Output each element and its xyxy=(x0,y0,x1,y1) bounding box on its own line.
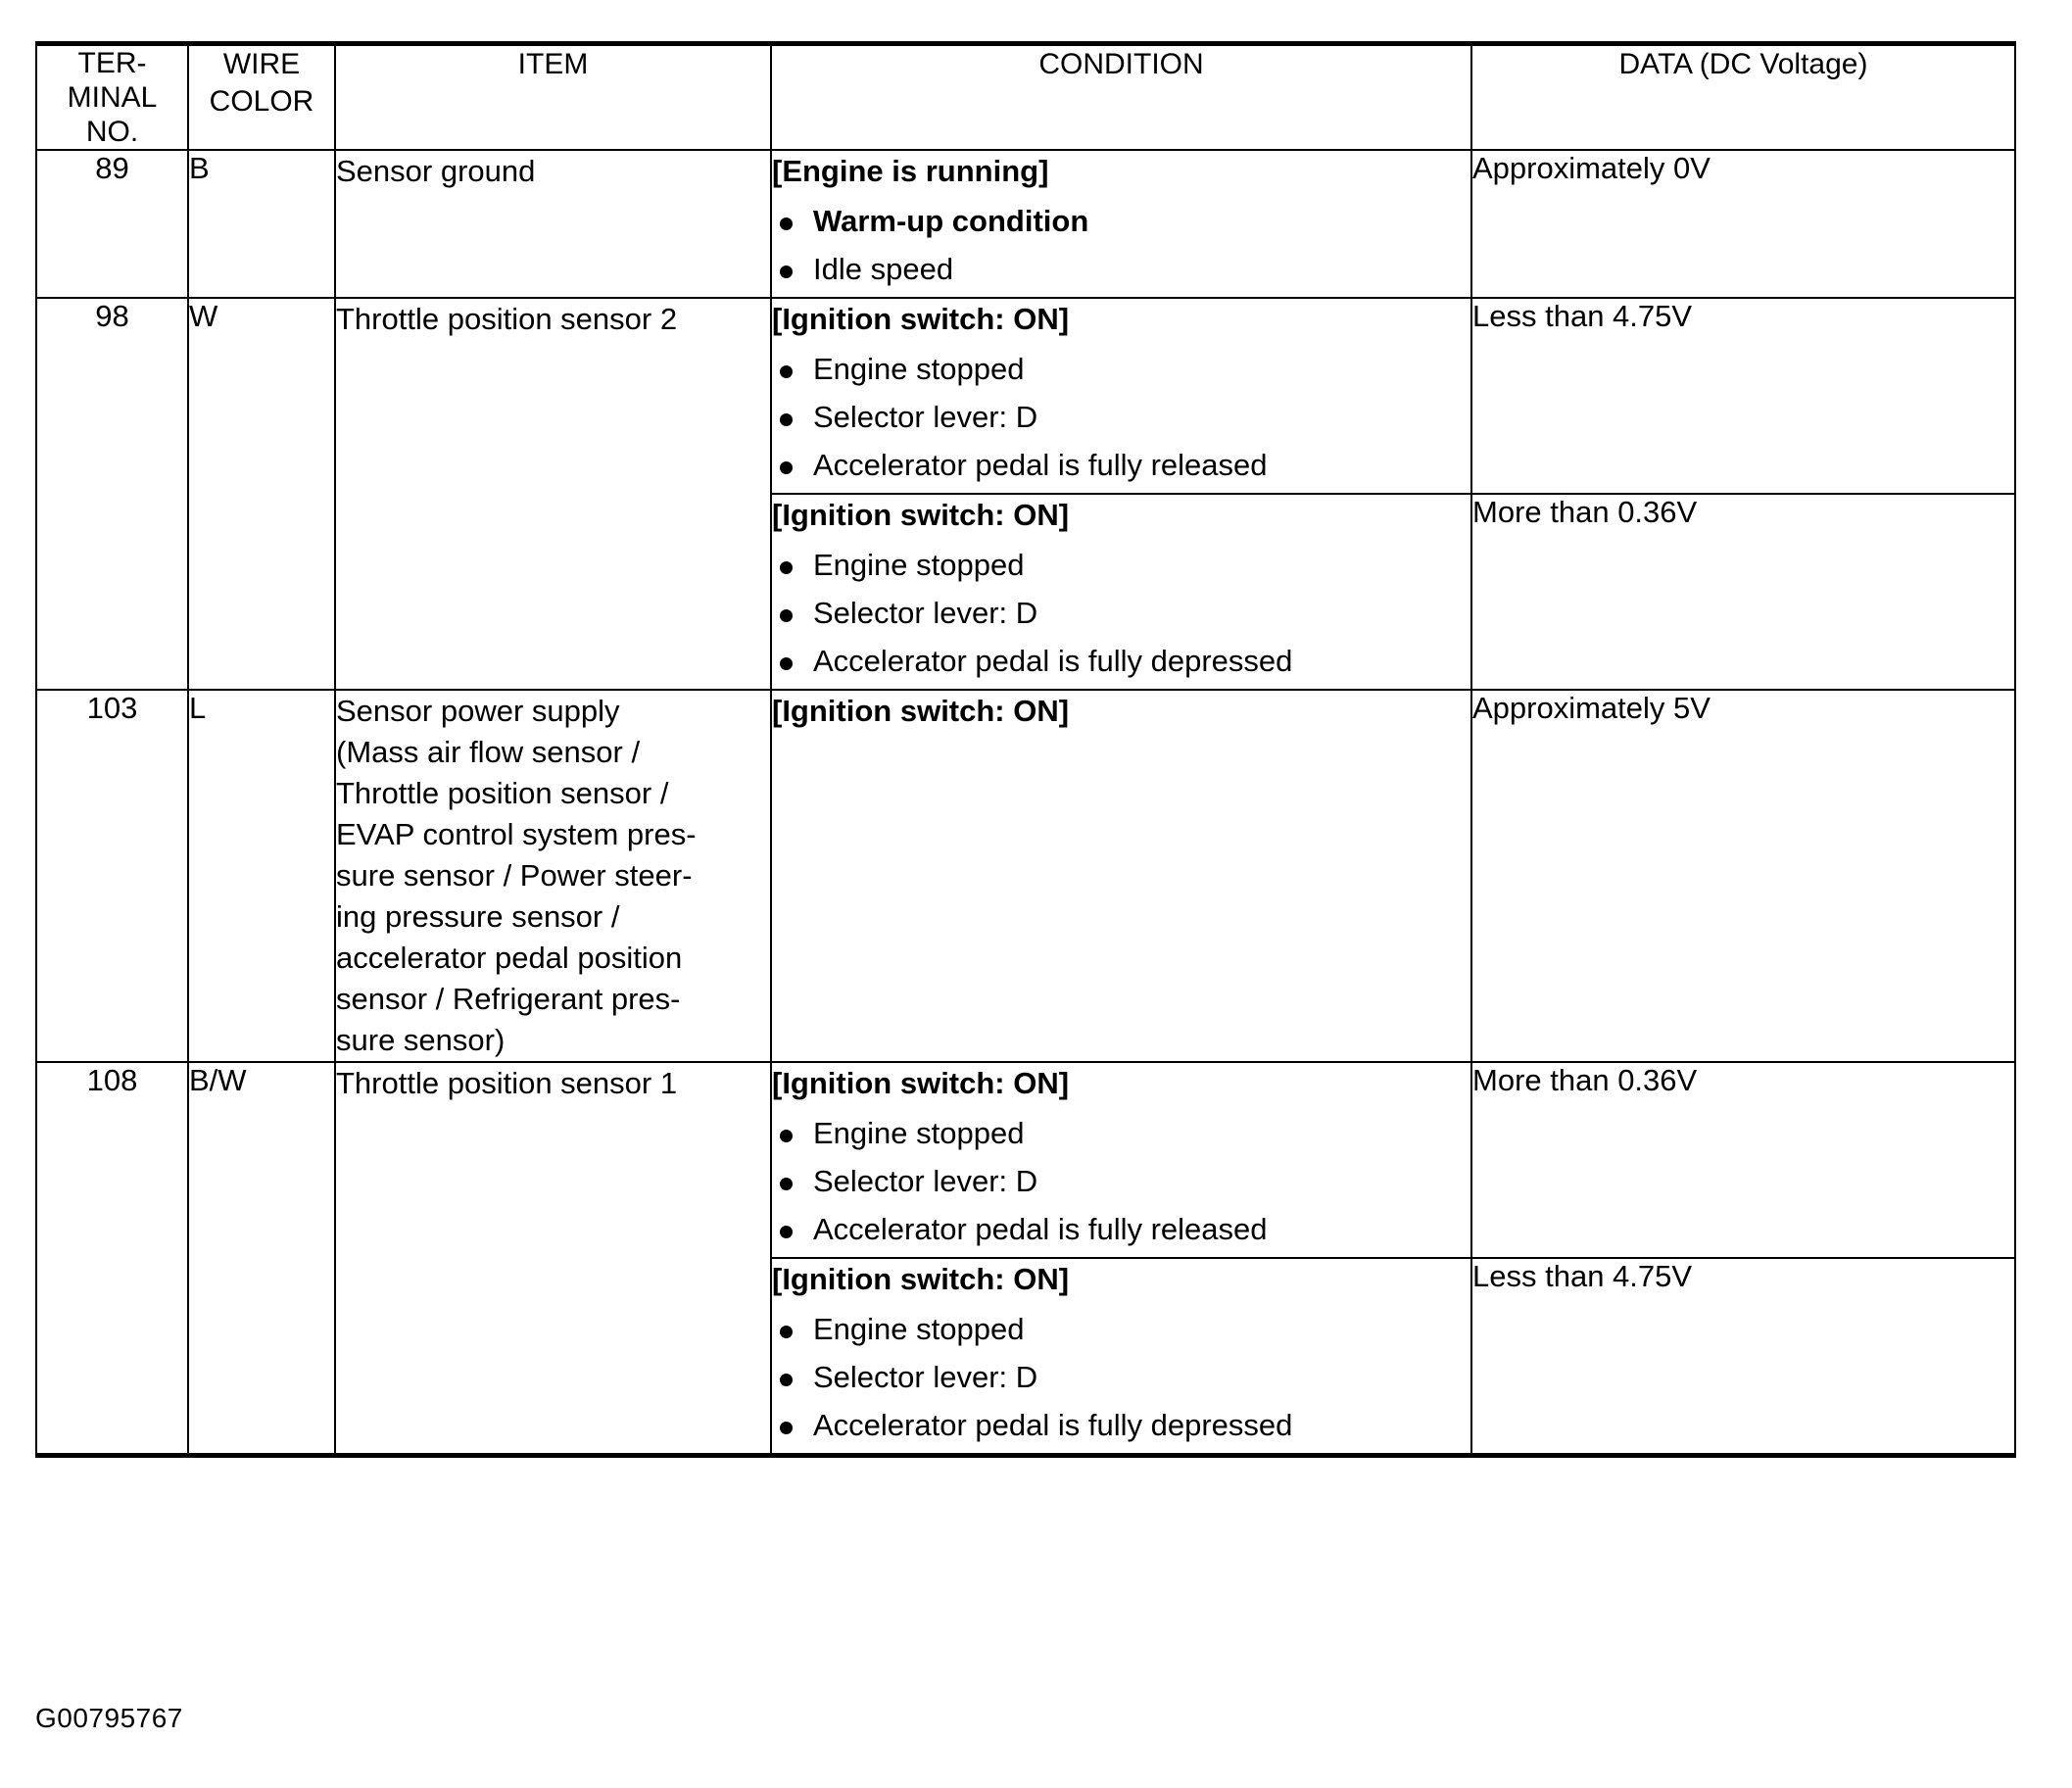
condition-bullet: Engine stopped xyxy=(772,1113,1470,1153)
condition-bullet-list xyxy=(772,349,1470,485)
table-row xyxy=(36,1062,2015,1258)
column-header-wire-color xyxy=(188,44,335,151)
cell-terminal-no: 89 xyxy=(36,150,188,298)
terminal-no-line-2: MINAL xyxy=(67,81,158,114)
cell-item: Throttle position sensor 1 xyxy=(335,1062,771,1456)
condition-header: [Ignition switch: ON] xyxy=(772,1066,1070,1100)
terminal-no-line-3: NO. xyxy=(85,116,139,148)
cell-condition xyxy=(771,1062,1471,1258)
item-line: (Mass air flow sensor / xyxy=(336,735,641,769)
condition-bullet: Selector lever: D xyxy=(772,1357,1470,1397)
cell-condition xyxy=(771,1258,1471,1456)
condition-bullet: Accelerator pedal is fully released xyxy=(772,445,1470,485)
table-row xyxy=(36,298,2015,494)
cell-wire-color: B xyxy=(188,150,335,298)
condition-bullet: Selector lever: D xyxy=(772,397,1470,437)
table-row xyxy=(36,690,2015,1062)
table-header-row xyxy=(36,44,2015,151)
cell-condition xyxy=(771,298,1471,494)
cell-data-value: More than 0.36V xyxy=(1471,494,2015,690)
cell-condition xyxy=(771,494,1471,690)
condition-bullet: Accelerator pedal is fully released xyxy=(772,1209,1470,1249)
cell-terminal-no: 108 xyxy=(36,1062,188,1456)
condition-bullet: Engine stopped xyxy=(772,545,1470,585)
cell-wire-color: L xyxy=(188,690,335,1062)
cell-condition xyxy=(771,690,1471,1062)
table-header-row-group xyxy=(36,44,2015,151)
column-header-item: ITEM xyxy=(335,44,771,151)
condition-bullet-list xyxy=(772,545,1470,681)
item-line: accelerator pedal position xyxy=(336,941,683,975)
wire-color-line-1: WIRE xyxy=(222,48,301,80)
cell-item: Throttle position sensor 2 xyxy=(335,298,771,690)
item-line: Sensor power supply xyxy=(336,694,620,728)
terminal-no-line-1: TER- xyxy=(77,47,147,79)
table-row xyxy=(36,150,2015,298)
column-header-terminal-no xyxy=(36,44,188,151)
cell-item: Sensor ground xyxy=(335,150,771,298)
item-line: sure sensor) xyxy=(336,1023,506,1057)
condition-bullet: Selector lever: D xyxy=(772,593,1470,633)
condition-bullet: Idle speed xyxy=(772,249,1470,289)
cell-data-value: Less than 4.75V xyxy=(1471,298,2015,494)
condition-bullet-list xyxy=(772,1309,1470,1445)
condition-bullet: Accelerator pedal is fully depressed xyxy=(772,641,1470,681)
cell-data-value: Approximately 0V xyxy=(1471,150,2015,298)
terminal-spec-table-wrapper xyxy=(35,41,2014,1458)
cell-data-value: More than 0.36V xyxy=(1471,1062,2015,1258)
condition-bullet: Warm-up condition xyxy=(772,201,1470,241)
item-line: sensor / Refrigerant pres- xyxy=(336,982,681,1016)
figure-reference-code: G00795767 xyxy=(35,1703,183,1733)
cell-wire-color: W xyxy=(188,298,335,690)
condition-bullet: Selector lever: D xyxy=(772,1161,1470,1201)
condition-header: [Ignition switch: ON] xyxy=(772,1262,1070,1296)
item-line: ing pressure sensor / xyxy=(336,899,620,934)
condition-header: [Ignition switch: ON] xyxy=(772,694,1070,728)
condition-bullet: Accelerator pedal is fully depressed xyxy=(772,1405,1470,1445)
condition-header: [Engine is running] xyxy=(772,154,1049,188)
wire-color-line-2: COLOR xyxy=(209,85,314,118)
cell-data-value: Less than 4.75V xyxy=(1471,1258,2015,1456)
item-line: EVAP control system pres- xyxy=(336,817,697,851)
terminal-spec-table xyxy=(35,41,2016,1458)
cell-terminal-no: 98 xyxy=(36,298,188,690)
condition-header: [Ignition switch: ON] xyxy=(772,302,1070,336)
item-line: Throttle position sensor / xyxy=(336,776,669,810)
condition-bullet-list xyxy=(772,201,1470,289)
table-body xyxy=(36,150,2015,1456)
cell-condition xyxy=(771,150,1471,298)
cell-wire-color: B/W xyxy=(188,1062,335,1456)
column-header-data: DATA (DC Voltage) xyxy=(1471,44,2015,151)
condition-bullet-list xyxy=(772,1113,1470,1249)
cell-item xyxy=(335,690,771,1062)
condition-bullet: Engine stopped xyxy=(772,1309,1470,1349)
column-header-condition: CONDITION xyxy=(771,44,1471,151)
item-line: sure sensor / Power steer- xyxy=(336,858,693,893)
condition-bullet: Engine stopped xyxy=(772,349,1470,389)
cell-data-value: Approximately 5V xyxy=(1471,690,2015,1062)
condition-header: [Ignition switch: ON] xyxy=(772,498,1070,532)
cell-terminal-no: 103 xyxy=(36,690,188,1062)
